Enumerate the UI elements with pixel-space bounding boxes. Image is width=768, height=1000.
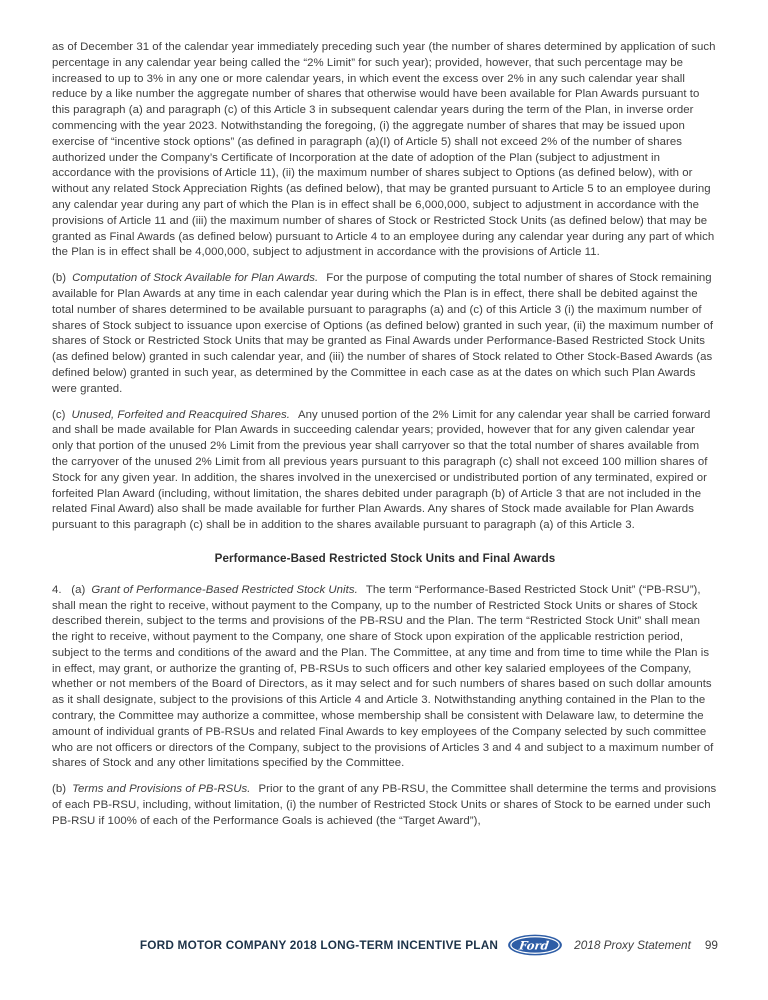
document-body [52, 40, 718, 840]
ford-logo-icon [507, 934, 563, 956]
paragraph-text: For the purpose of computing the total number of shares of Stock remaining available for Plan Awards at any time in each calendar year during which the Plan is in effect, there shall be debited against the total number of shares determined to be available pursuant to paragraphs (a) and (c) of this Article 3 (i) the maximum number of shares of Stock subject to issuance upon exercise of Options (as defined below) granted in such year, (ii) the maximum number of shares of Stock or Restricted Stock Units that may be granted as Final Awards under Performance-Based Restricted Stock Units (as defined below) granted in such calendar year, and (iii) the number of shares of Stock related to Other Stock-Based Awards (as defined below) granted in such year, as determined by the Committee in each case as at the dates on which such Plan Awards were granted. [52, 272, 714, 395]
paragraph-c-unused-shares [52, 408, 718, 534]
paragraph-label: (b) [52, 783, 67, 796]
paragraph-b-terms-pbrsu [52, 782, 718, 829]
page-footer [52, 933, 718, 957]
footer-page-number: 99 [704, 938, 718, 952]
paragraph-text: The term “Performance-Based Restricted Stock Unit” (“PB-RSU”), shall mean the right to receive, without payment to the Company, up to the number of Restricted Stock Units or shares of Stock described therein, subject to the terms and provisions of the PB-RSU and the Plan. The term “Restricted Stock Unit” shall mean the right to receive, without payment to the Company, one share of Stock upon expiration of the applicable restriction period, subject to the terms and conditions of the award and the Plan. The Committee, at any time and from time to time while the Plan is in effect, may grant, or authorize the granting of, PB-RSUs to such officers and other key salaried employees of the Company, whether or not members of the Board of Directors, as it may select and for such numbers of shares based on such dollar amounts as it shall designate, subject to the provisions of this Article 4 and Article 3. Notwithstanding anything contained in the Plan to the contrary, the Committee may authorize a committee, whose membership shall be consistent with Delaware law, to determine the amount of individual grants of PB-RSUs and related Final Awards to key employees of the Company selected by such committee who are not officers or directors of the Company, subject to the provisions of Articles 3 and 4 and subject to a maximum number of shares of Stock and any other limitations specified by the Committee. [52, 583, 714, 770]
paragraph-title: Computation of Stock Available for Plan Awards. [72, 272, 319, 285]
paragraph-text: Prior to the grant of any PB-RSU, the Committee shall determine the terms and provisions of each PB-RSU, including, without limitation, (i) the number of Restricted Stock Units or shares of Stock to be earned under such PB-RSU if 100% of each of the Performance Goals is achieved (the “Target Award”), [52, 783, 717, 827]
paragraph-label: (c) [52, 408, 66, 421]
paragraph-text: as of December 31 of the calendar year immediately preceding such year (the number of shares determined by application of such percentage in any calendar year being called the “2% Limit” for such year); provided, however, that such percentage may be increased to up to 3% in any one or more calendar years, in which event the excess over 2% in any such calendar year shall reduce by a like number the aggregate number of shares that otherwise would have been available for Plan Awards pursuant to this paragraph (a) and paragraph (c) of this Article 3 in subsequent calendar years during the term of the Plan, in inverse order commencing with the year 2023. Notwithstanding the foregoing, (i) the aggregate number of shares that may be issued upon exercise of “incentive stock options” (as defined in paragraph (a)(I) of Article 5) shall not exceed 2% of the number of shares authorized under the Company’s Certificate of Incorporation at the date of adoption of the Plan (subject to adjustment in accordance with the provisions of Article 11), (ii) the maximum number of shares subject to Options (as defined below), with or without any related Stock Appreciation Rights (as defined below), that may be granted pursuant to Article 5 to an employee during any calendar year during any part of which the Plan is in effect shall be 6,000,000, subject to adjustment in accordance with the provisions of Article 11 and (iii) the maximum number of shares of Stock or Restricted Stock Units (as defined below) that may be granted as Final Awards (as defined below) pursuant to Article 4 to an employee during any calendar year during any part of which the Plan is in effect shall be 4,000,000, subject to adjustment in accordance with the provisions of Article 11. [52, 41, 716, 259]
section-heading: Performance-Based Restricted Stock Units and Final Awards [214, 551, 556, 565]
paragraph-b-computation [52, 271, 718, 397]
paragraph-label: (b) [52, 272, 67, 285]
paragraph-title: Unused, Forfeited and Reacquired Shares. [71, 408, 290, 421]
paragraph-continuation [52, 40, 718, 261]
paragraph-4a-grant-pbrsu [52, 583, 718, 773]
footer-proxy-statement: 2018 Proxy Statement [574, 938, 691, 952]
paragraph-label: 4. (a) [52, 583, 86, 596]
paragraph-text: Any unused portion of the 2% Limit for any calendar year shall be carried forward and shall be made available for Plan Awards in succeeding calendar years; provided, however that for any given calendar year only that portion of the unused 2% Limit from the previous year shall carryover so that the total number of shares available from the carryover of the unused 2% Limit from all previous years pursuant to this paragraph (c) shall not exceed 100 million shares of Stock for any given year. In addition, the shares involved in the unexercised or undistributed portion of any terminated, expired or forfeited Plan Award (including, without limitation, the shares debited under paragraph (b) of Article 3 that are not included in the related Final Award) also shall be made available for further Plan Awards. Any shares of Stock made available for Plan Awards pursuant to this paragraph (c) shall be in addition to the shares available pursuant to paragraph (a) of this Article 3. [52, 408, 711, 532]
paragraph-title: Terms and Provisions of PB-RSUs. [72, 783, 251, 796]
paragraph-title: Grant of Performance-Based Restricted Stock Units. [91, 583, 358, 596]
ford-logo-script: Ford [518, 938, 550, 953]
footer-plan-title: FORD MOTOR COMPANY 2018 LONG-TERM INCENTIVE PLAN [139, 938, 499, 952]
